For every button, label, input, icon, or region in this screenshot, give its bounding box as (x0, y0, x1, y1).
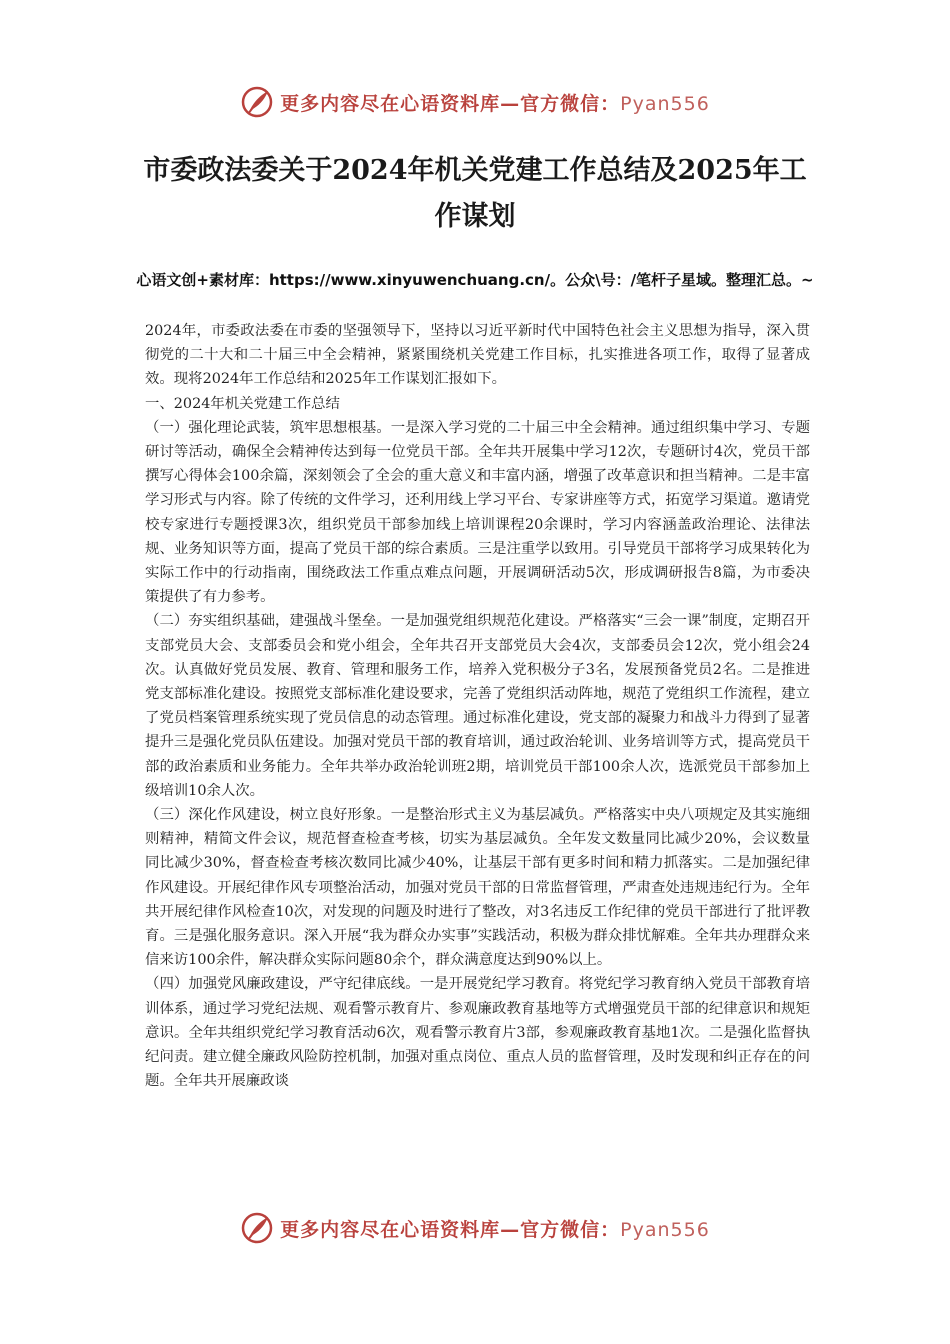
document-title: 市委政法委关于2024年机关党建工作总结及2025年工作谋划 (143, 155, 807, 232)
document-body (145, 319, 810, 1094)
section-heading: 一、2024年机关党建工作总结 (145, 395, 340, 412)
feather-pen-logo-icon (240, 85, 274, 119)
wechat-id: Pyan556 (620, 92, 710, 115)
banner-slogan: 更多内容尽在心语资料库—官方微信： (280, 92, 621, 115)
header-banner (0, 82, 950, 122)
body-paragraph: （四）加强党风廉政建设，严守纪律底线。一是开展党纪学习教育。将党纪学习教育纳入党员干部教育培训体系，通过学习党纪法规、观看警示教育片、参观廉政教育基地等方式增强党员干部的纪律意识和规矩意识。全年共组织党纪学习教育活动6次，观看警示教育片3部，参观廉政教育基地1次。二是强化监督执纪问责。建立健全廉政风险防控机制，加强对重点岗位、重点人员的监督管理，及时发现和纠正存在的问题。全年共开展廉政谈 (145, 976, 810, 1090)
banner-text (280, 89, 710, 116)
wechat-id: Pyan556 (620, 1218, 710, 1241)
body-paragraph: （一）强化理论武装，筑牢思想根基。一是深入学习党的二十届三中全会精神。通过组织集中学习、专题研讨等活动，确保全会精神传达到每一位党员干部。全年共开展集中学习12次，专题研讨4次，党员干部撰写心得体会100余篇，深刻领会了全会的重大意义和丰富内涵，增强了改革意识和担当精神。二是丰富学习形式与内容。除了传统的文件学习，还利用线上学习平台、专家讲座等方式，拓宽学习渠道。邀请党校专家进行专题授课3次，组织党员干部参加线上培训课程20余课时，学习内容涵盖政治理论、法律法规、业务知识等方面，提高了党员干部的综合素质。三是注重学以致用。引导党员干部将学习成果转化为实际工作中的行动指南，围绕政法工作重点难点问题，开展调研活动5次，形成调研报告8篇，为市委决策提供了有力参考。 (145, 419, 810, 606)
footer-banner (0, 1208, 950, 1248)
banner-text (280, 1215, 710, 1242)
source-line: 心语文创+素材库：https://www.xinyuwenchuang.cn/。公众\号：/笔杆子星域。整理汇总。~ (136, 271, 814, 289)
body-paragraph: （三）深化作风建设，树立良好形象。一是整治形式主义为基层减负。严格落实中央八项规定及其实施细则精神，精简文件会议，规范督查检查考核，切实为基层减负。全年发文数量同比减少20%，会议数量同比减少30%，督查检查考核次数同比减少40%，让基层干部有更多时间和精力抓落实。二是加强纪律作风建设。开展纪律作风专项整治活动，加强对党员干部的日常监督管理，严肃查处违规违纪行为。全年共开展纪律作风检查10次，对发现的问题及时进行了整改，对3名违反工作纪律的党员干部进行了批评教育。三是强化服务意识。深入开展“我为群众办实事”实践活动，积极为群众排忧解难。全年共办理群众来信来访100余件，解决群众实际问题80余个，群众满意度达到90%以上。 (145, 807, 810, 969)
feather-pen-logo-icon (240, 1211, 274, 1245)
body-paragraph: （二）夯实组织基础，建强战斗堡垒。一是加强党组织规范化建设。严格落实“三会一课”制度，定期召开支部党员大会、支部委员会和党小组会，全年共召开支部党员大会4次，支部委员会12次，党小组会24次。认真做好党员发展、教育、管理和服务工作，培养入党积极分子3名，发展预备党员2名。二是推进党支部标准化建设。按照党支部标准化建设要求，完善了党组织活动阵地，规范了党组织工作流程，建立了党员档案管理系统实现了党员信息的动态管理。通过标准化建设，党支部的凝聚力和战斗力得到了显著提升三是强化党员队伍建设。加强对党员干部的教育培训，通过政治轮训、业务培训等方式，提高党员干部的政治素质和业务能力。全年共举办政治轮训班2期，培训党员干部100余人次，选派党员干部参加上级培训10余人次。 (145, 613, 810, 799)
intro-paragraph: 2024年，市委政法委在市委的坚强领导下，坚持以习近平新时代中国特色社会主义思想为指导，深入贯彻党的二十大和二十届三中全会精神，紧紧围绕机关党建工作目标，扎实推进各项工作，取得了显著成效。现将2024年工作总结和2025年工作谋划汇报如下。 (145, 323, 810, 388)
banner-slogan: 更多内容尽在心语资料库—官方微信： (280, 1218, 621, 1241)
